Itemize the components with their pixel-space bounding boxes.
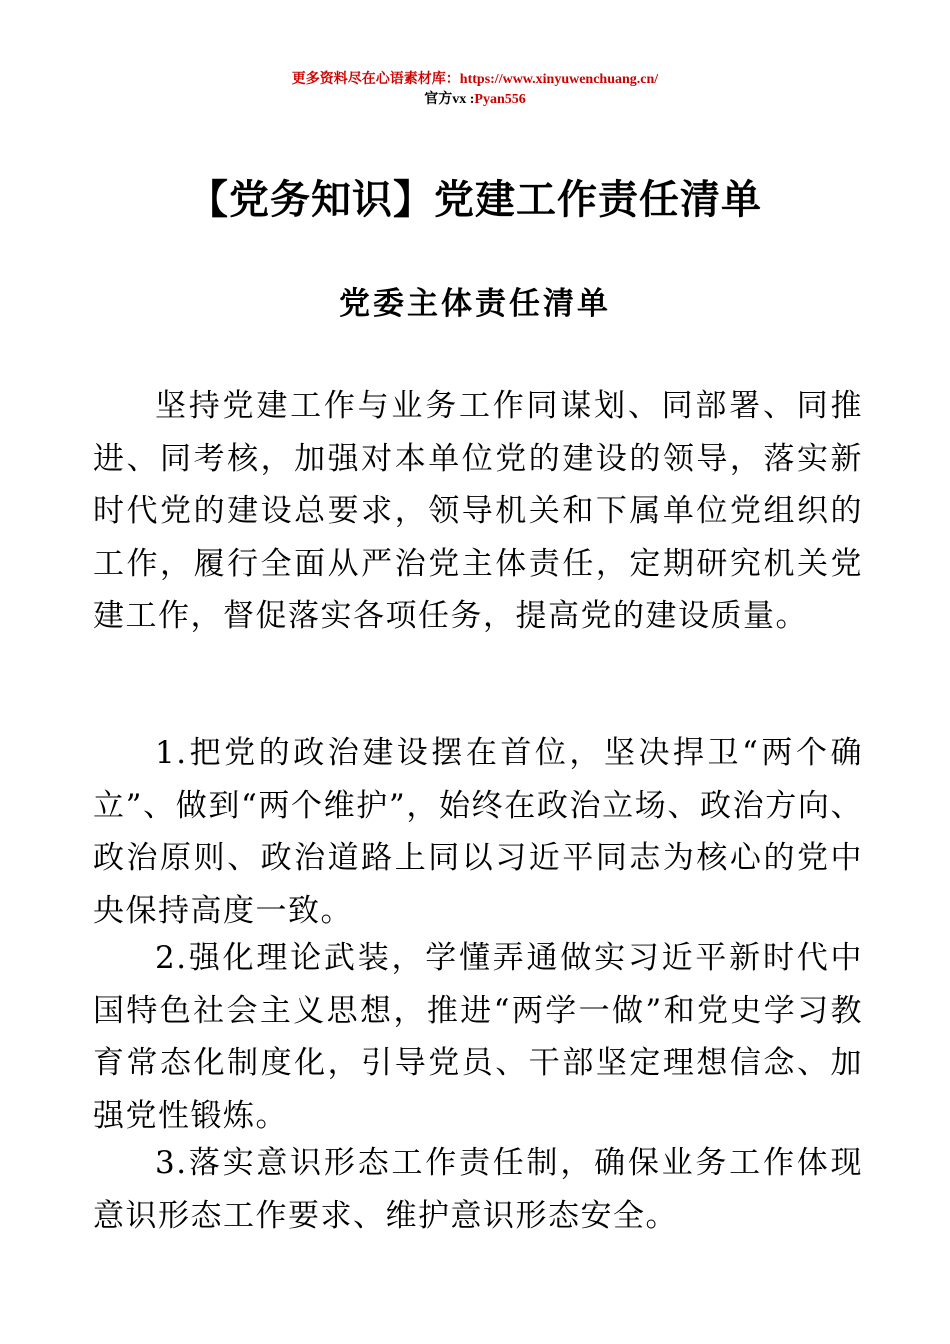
list-item-3: 3.落实意识形态工作责任制，确保业务工作体现意识形态工作要求、维护意识形态安全。 bbox=[93, 1145, 863, 1234]
list-item-2: 2.强化理论武装，学懂弄通做实习近平新时代中国特色社会主义思想，推进“两学一做”和党史学习教育常态化制度化，引导党员、干部坚定理想信念、加强党性锻炼。 bbox=[93, 940, 863, 1134]
contact-id: Pyan556 bbox=[474, 92, 526, 107]
document-title: 【党务知识】党建工作责任清单 bbox=[188, 177, 762, 223]
contact-label: 官方vx : bbox=[424, 92, 475, 107]
intro-paragraph: 坚持党建工作与业务工作同谋划、同部署、同推进、同考核，加强对本单位党的建设的领导，落实新时代党的建设总要求，领导机关和下属单位党组织的工作，履行全面从严治党主体责任，定期研究机关党建工作，督促落实各项任务，提高党的建设质量。 bbox=[93, 388, 863, 634]
contact-line bbox=[0, 90, 950, 110]
source-link-line[interactable]: 更多资料尽在心语素材库：https://www.xinyuwenchuang.cn/ bbox=[291, 72, 659, 87]
section-subtitle: 党委主体责任清单 bbox=[339, 286, 611, 322]
source-banner bbox=[0, 70, 950, 110]
list-item-1: 1.把党的政治建设摆在首位，坚决捍卫“两个确立”、做到“两个维护”，始终在政治立场、政治方向、政治原则、政治道路上同以习近平同志为核心的党中央保持高度一致。 bbox=[93, 735, 863, 929]
